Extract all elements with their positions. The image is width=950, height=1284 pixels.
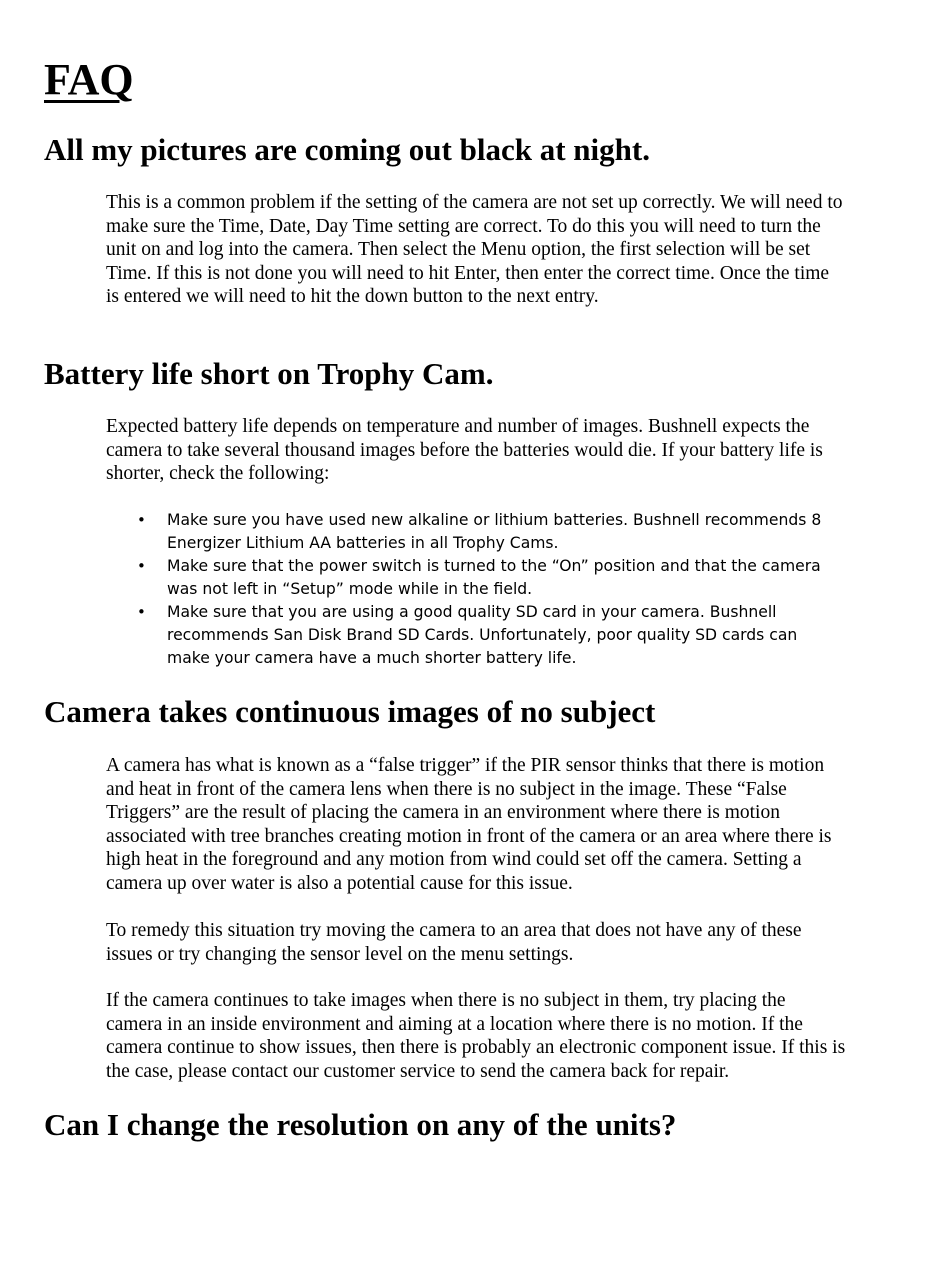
faq-answer-paragraph: A camera has what is known as a “false trigger” if the PIR sensor thinks that there is motion and heat in front of the camera lens when there is no subject in the image. These “False Triggers” are the result of placing the camera in an environment where there is motion associated with tree branches creating motion in front of the camera or an area where there is high heat in the foreground and any motion from wind could set off the camera. Setting a camera up over water is also a potential cause for this issue. bbox=[106, 755, 832, 894]
faq-question-resolution: Can I change the resolution on any of the units? bbox=[44, 1107, 677, 1142]
faq-question-battery-life: Battery life short on Trophy Cam. bbox=[44, 356, 494, 391]
faq-answer-paragraph: If the camera continues to take images when there is no subject in them, try placing the camera in an inside environment and aiming at a location where there is no motion. If the camera continue to show issues, then there is probably an electronic component issue. If this is the case, please contact our customer service to send the camera back for repair. bbox=[106, 990, 846, 1082]
bullet-icon: • bbox=[137, 511, 146, 529]
faq-answer-paragraph: To remedy this situation try moving the camera to an area that does not have any of these issues or try changing the sensor level on the menu settings. bbox=[106, 920, 802, 965]
list-item bbox=[106, 601, 826, 670]
list-item bbox=[106, 555, 826, 601]
list-item bbox=[106, 509, 826, 555]
battery-checklist bbox=[106, 509, 826, 670]
bullet-icon: • bbox=[137, 557, 146, 575]
faq-answer-paragraph: Expected battery life depends on temperature and number of images. Bushnell expects the camera to take several thousand images before the batteries would die. If your battery life is shorter, check the following: bbox=[106, 416, 823, 485]
faq-question-false-trigger: Camera takes continuous images of no subject bbox=[44, 694, 656, 729]
faq-question-black-pictures: All my pictures are coming out black at night. bbox=[44, 132, 650, 167]
list-item-text: Make sure you have used new alkaline or lithium batteries. Bushnell recommends 8 Energizer Lithium AA batteries in all Trophy Cams. bbox=[167, 511, 822, 552]
faq-answer-paragraph: This is a common problem if the setting of the camera are not set up correctly. We will need to make sure the Time, Date, Day Time setting are correct. To do this you will need to turn the unit on and log into the camera. Then select the Menu option, the first selection will be set Time. If this is not done you will need to hit Enter, then enter the correct time. Once the time is entered we will need to hit the down button to the next entry. bbox=[106, 192, 843, 308]
bullet-icon: • bbox=[137, 603, 146, 621]
page-title: FAQ bbox=[44, 55, 134, 104]
list-item-text: Make sure that the power switch is turned to the “On” position and that the camera was not left in “Setup” mode while in the field. bbox=[167, 557, 821, 598]
list-item-text: Make sure that you are using a good quality SD card in your camera. Bushnell recommends San Disk Brand SD Cards. Unfortunately, poor quality SD cards can make your camera have a much shorter battery life. bbox=[167, 603, 798, 667]
